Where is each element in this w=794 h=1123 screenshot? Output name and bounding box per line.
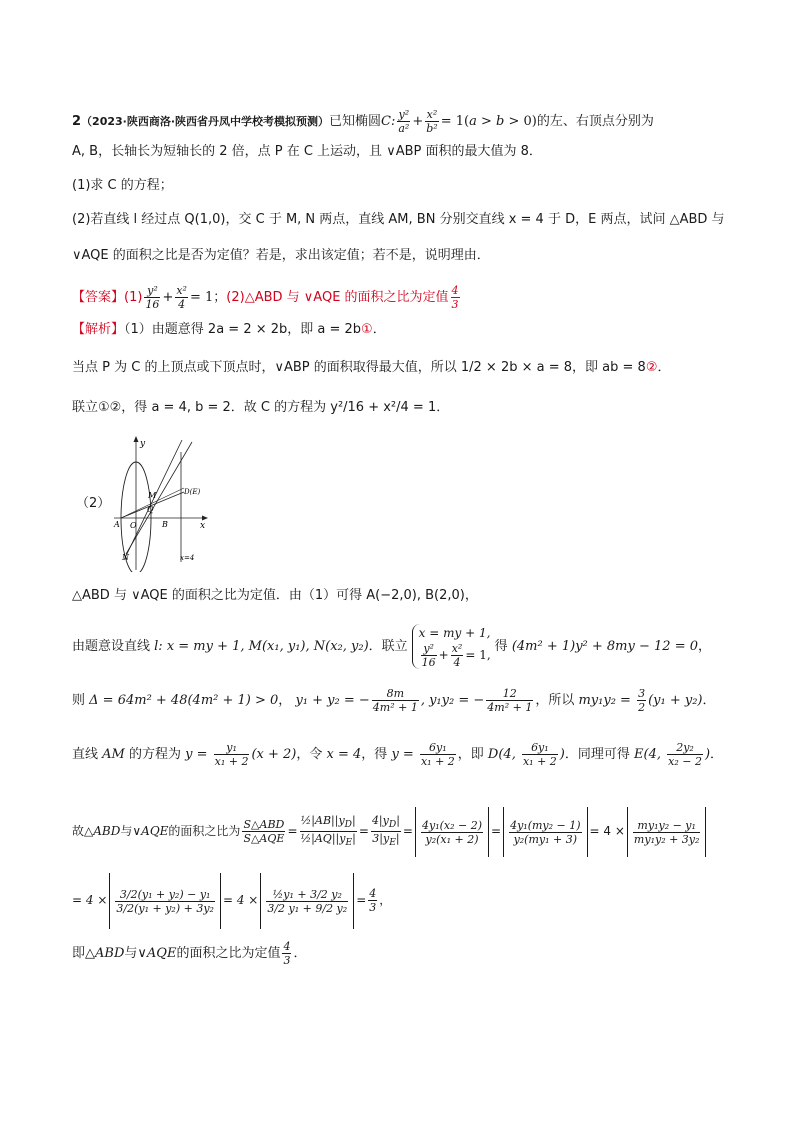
analysis-line-7: 直线 AM 的方程为 y = $\frac{\text{y₁}}{\text{x₁ + 2}}$ (x + 2)，令 x = 4，得 y = $\frac{\text{6y₁}}{\text{x₁ + 2}}$ ，即 D(4, $\frac{\text{6y₁}}{\text{x₁ + 2}}$ )．同理可得 E(4, $\frac{\text{2y₂}}{\text{x₂ − 2}}$ )． — [72, 741, 724, 768]
part-2-mark: （2） — [76, 496, 111, 511]
problem-line-2: A, B，长轴长为短轴长的 2 倍，点 P 在 C 上运动，且 ∨ABP 面积的最大值为 8． — [72, 144, 542, 159]
problem-part-2-line-2: ∨AQE 的面积之比是否为定值？若是，求出该定值；若不是，说明理由． — [72, 248, 490, 263]
equation-system: x = my + 1, $\frac{\text{y²}}{16}$ + $\frac{\text{x²}}{4}$ = 1, — [412, 624, 491, 669]
analysis-line-6: 则 Δ = 64m² + 48(4m² + 1) > 0， y₁ + y₂ = − $\frac{8m}{\text{4m² + 1}}$ , y₁y₂ = − $\frac{12}{\text{4m² + 1}}$ ，所以 my₁y₂ = $\frac{3}{2}$ (y₁ + y₂)． — [72, 687, 716, 714]
answer-eq-frac-1: $\frac{\text{y²}}{16}$ — [145, 284, 160, 311]
label-o: O — [130, 521, 137, 530]
label-y: y — [140, 439, 146, 449]
ellipse-figure — [110, 432, 210, 572]
analysis-label: 【解析】 — [72, 322, 125, 337]
analysis-line-3: 联立①②，得 a = 4, b = 2．故 C 的方程为 y²/16 + x²/4 = 1． — [72, 400, 450, 415]
analysis-line-2: 当点 P 为 C 的上顶点或下顶点时，∨ABP 的面积取得最大值，所以 1/2 × 2b × a = 8，即 ab = 8②． — [72, 360, 671, 375]
problem-part-2-line-1: (2)若直线 l 经过点 Q(1,0)，交 C 于 M, N 两点，直线 AM, BN 分别交直线 x = 4 于 D，E 两点，试问 △ABD 与 — [72, 212, 725, 227]
answer-value: $\frac{4}{3}$ — [451, 284, 459, 311]
y-axis-arrow — [134, 436, 139, 442]
label-m: M — [148, 491, 157, 500]
problem-line-1: 2（2023·陕西商洛·陕西省丹凤中学校考模拟预测）已知椭圆C: $\frac{\text{y²}}{\text{a²}}$ + $\frac{\text{x²}}{\text{b²}}$ = 1(a > b > 0)的左、右顶点分别为 — [72, 108, 654, 135]
analysis-line-9: = 4 × $\frac{\text{3/2(y₁ + y₂) − y₁}}{\text{3/2(y₁ + y₂) + 3y₂}}$ = 4 × $\frac{\text{½y₁ + 3/2 y₂}}{\text{3/2 y₁ + 9/2 y₂}}$ = $\frac{4}{3}$ ， — [72, 872, 732, 928]
answer-label: 【答案】 — [72, 290, 125, 305]
label-de: D(E) — [184, 488, 201, 496]
answer-line: 【答案】(1) $\frac{\text{y²}}{16}$ + $\frac{\text{x²}}{4}$ = 1；(2)△ABD 与 ∨AQE 的面积之比为定值 $\frac{4}{3}$ — [72, 284, 459, 311]
analysis-line-10: 即△ABD与∨AQE的面积之比为定值 $\frac{4}{3}$ ． — [72, 940, 307, 967]
analysis-line-8: 故△ABD与∨AQE的面积之比为 S△ABD S△AQE = $\frac{\frac{1}{2}|AB||y_D|}{\frac{1}{2}|AQ||y_E|}$ = $\frac{4|y_D|}{3|y_E|}$ = $\frac{\text{4y₁(x₂ − 2)}}{\text{y₂(x₁ + 2)}}$ = $\frac{\text{4y₁(my₂ − 1)}}{\text{y₂(my₁ + 3)}}$ = 4 × $\frac{\text{my₁y₂ − y₁}}{\text{my₁y₂ + 3y₂}}$ — [72, 806, 732, 856]
problem-source: （2023·陕西商洛·陕西省丹凤中学校考模拟预测） — [81, 115, 330, 128]
label-x4: x=4 — [180, 554, 195, 562]
ellipse-equation: C: $\frac{\text{y²}}{\text{a²}}$ + $\frac{\text{x²}}{\text{b²}}$ = 1(a > b > 0) — [381, 108, 537, 135]
problem-part-1: (1)求 C 的方程； — [72, 178, 173, 193]
label-x: x — [200, 521, 206, 531]
label-a: A — [114, 520, 120, 529]
analysis-line-5: 由题意设直线 l: x = my + 1, M(x₁, y₁), N(x₂, y₂)．联立 x = my + 1, $\frac{\text{y²}}{16}$ + $\frac{\text{x²}}{4}$ = 1, 得 (4m² + 1)y² + 8my − 12 = 0， — [72, 626, 711, 669]
label-n: N — [122, 553, 129, 562]
label-q: Q — [147, 505, 154, 514]
analysis-line-1: 【解析】（1）由题意得 2a = 2 × 2b，即 a = 2b①． — [72, 322, 386, 337]
analysis-line-4: △ABD 与 ∨AQE 的面积之比为定值．由（1）可得 A(−2,0), B(2,0)， — [72, 588, 478, 603]
x-axis-arrow — [202, 516, 208, 521]
label-b: B — [162, 520, 168, 529]
